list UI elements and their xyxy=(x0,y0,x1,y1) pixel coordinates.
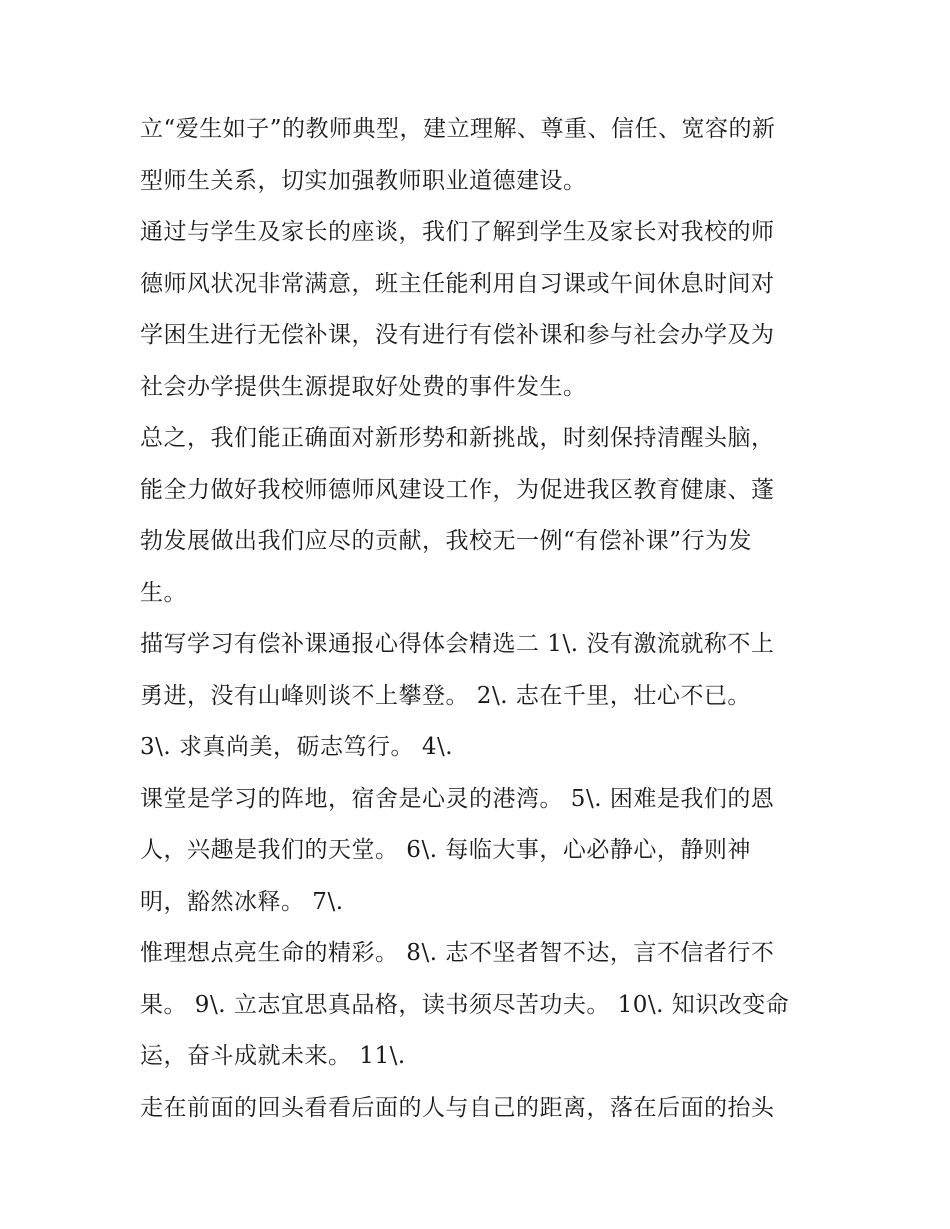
paragraph-6 xyxy=(140,928,820,1083)
text-line: 能全力做好我校师德师风建设工作，为促进我区教育健康、蓬 xyxy=(140,476,775,503)
text-line: 描写学习有偿补课通报心得体会精选二 1\. 没有激流就称不上 xyxy=(140,631,775,657)
paragraph-3 xyxy=(140,413,820,619)
text-line: 惟理想点亮生命的精彩。 8\. 志不坚者智不达，言不信者行不 xyxy=(140,940,775,966)
text-line: 社会办学提供生源提取好处费的事件发生。 xyxy=(140,373,587,400)
text-line: 果。 9\. 立志宜思真品格，读书须尽苦功夫。 10\. 知识改变命 xyxy=(140,991,790,1018)
text-line: 明，豁然冰释。 7\. xyxy=(140,888,344,915)
paragraph-4 xyxy=(140,619,820,774)
text-line: 运，奋斗成就未来。 11\. xyxy=(140,1043,406,1069)
paragraph-1 xyxy=(140,104,820,207)
paragraph-7 xyxy=(140,1083,820,1135)
document-body xyxy=(140,104,820,1134)
text-line: 勇进，没有山峰则谈不上攀登。 2\. 志在千里，壮心不已。 xyxy=(140,682,751,709)
text-line: 人，兴趣是我们的天堂。 6\. 每临大事，心必静心，静则神 xyxy=(140,837,751,863)
text-line: 走在前面的回头看看后面的人与自己的距离，落在后面的抬头 xyxy=(140,1094,775,1121)
text-line: 课堂是学习的阵地，宿舍是心灵的港湾。 5\. 困难是我们的恩 xyxy=(140,785,775,812)
text-line: 型师生关系，切实加强教师职业道德建设。 xyxy=(140,167,587,194)
paragraph-5 xyxy=(140,774,820,929)
text-line: 勃发展做出我们应尽的贡献，我校无一例“有偿补课”行为发 xyxy=(140,528,753,554)
text-line: 3\. 求真尚美，砺志笃行。 4\. xyxy=(140,734,454,760)
text-line: 生。 xyxy=(140,579,187,606)
text-line: 学困生进行无偿补课，没有进行有偿补课和参与社会办学及为 xyxy=(140,322,775,348)
text-line: 德师风状况非常满意，班主任能利用自习课或午间休息时间对 xyxy=(140,270,775,297)
text-line: 通过与学生及家长的座谈，我们了解到学生及家长对我校的师 xyxy=(140,219,775,245)
text-line: 立“爱生如子”的教师典型，建立理解、尊重、信任、宽容的新 xyxy=(140,116,776,142)
text-line: 总之，我们能正确面对新形势和新挑战，时刻保持清醒头脑， xyxy=(140,425,775,451)
paragraph-2 xyxy=(140,207,820,413)
